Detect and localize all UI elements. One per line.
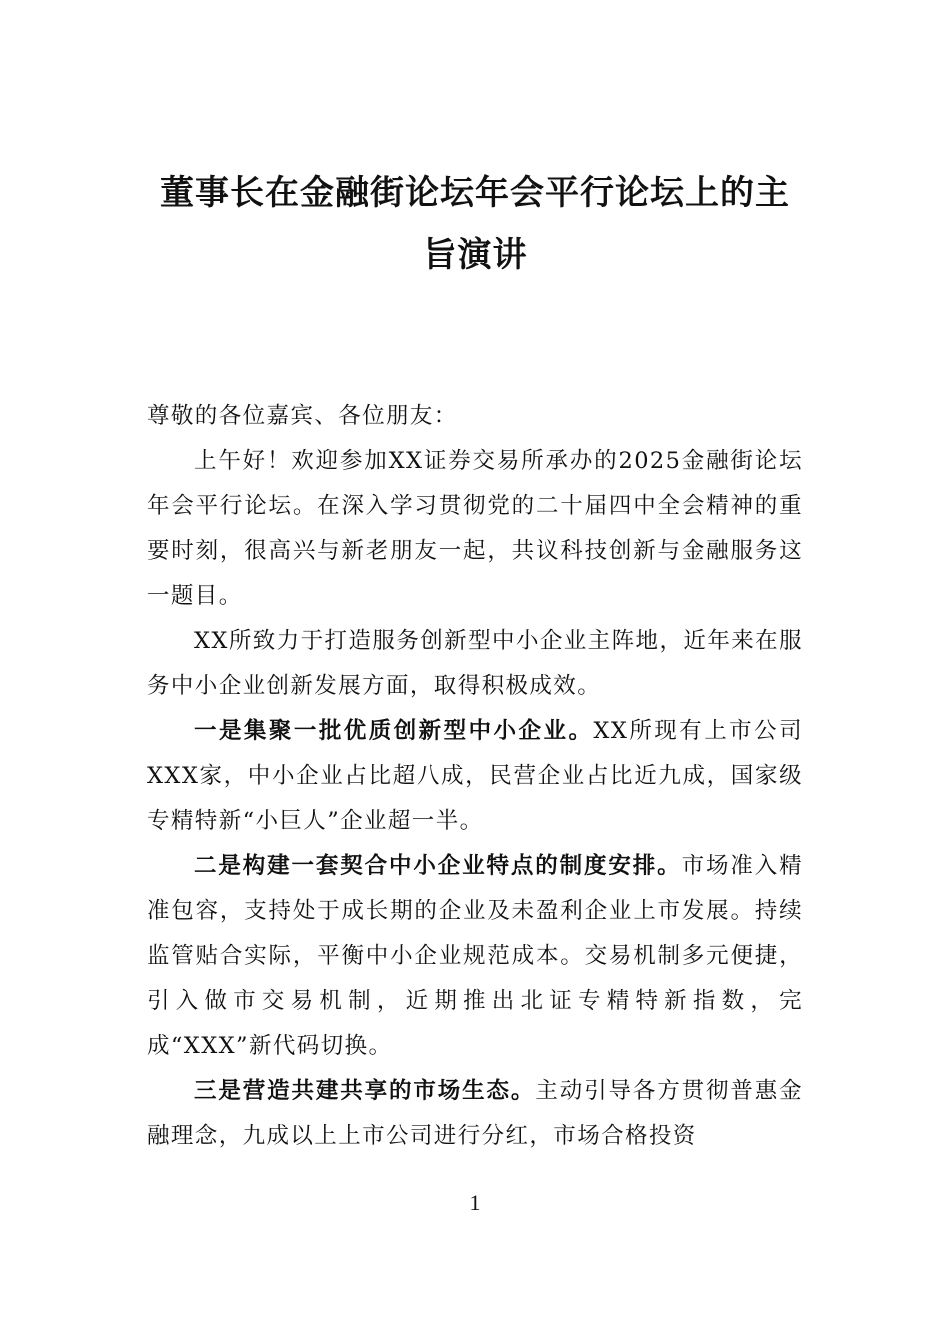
paragraph-greeting [147, 439, 803, 619]
paragraph-intro [147, 619, 803, 709]
paragraph-text: XX所现有上市公司XXX家，中小企业占比超八成，民营企业占比近九成，国家级专精特新“小巨人”企业超一半。 [147, 718, 804, 834]
paragraph-point-two [147, 844, 803, 1069]
paragraph-lead: 二是构建一套契合中小企业特点的制度安排。 [194, 853, 682, 879]
document-title: 董事长在金融街论坛年会平行论坛上的主旨演讲 [160, 173, 790, 275]
paragraph-text: 市场准入精准包容，支持处于成长期的企业及未盈利企业上市发展。持续监管贴合实际，平衡中小企业规范成本。交易机制多元便捷，引入做市交易机制，近期推出北证专精特新指数，完成“XXX”新代码切换。 [147, 853, 803, 1059]
paragraph-lead: 三是营造共建共享的市场生态。 [194, 1078, 536, 1104]
document-body [147, 394, 803, 1159]
salutation: 尊敬的各位嘉宾、各位朋友： [147, 403, 458, 429]
paragraph-text: 主动引导各方贯彻普惠金融理念，九成以上上市公司进行分红，市场合格投资 [147, 1078, 803, 1149]
paragraph-text: 上午好！欢迎参加XX证券交易所承办的2025金融街论坛年会平行论坛。在深入学习贯彻党的二十届四中全会精神的重要时刻，很高兴与新老朋友一起，共议科技创新与金融服务这一题目。 [147, 448, 803, 609]
page-number: 1 [469, 1190, 481, 1215]
paragraph-point-three [147, 1069, 803, 1159]
paragraph-text: XX所致力于打造服务创新型中小企业主阵地，近年来在服务中小企业创新发展方面，取得积极成效。 [147, 628, 803, 699]
paragraph-lead: 一是集聚一批优质创新型中小企业。 [194, 718, 594, 744]
paragraph-point-one [147, 709, 803, 844]
